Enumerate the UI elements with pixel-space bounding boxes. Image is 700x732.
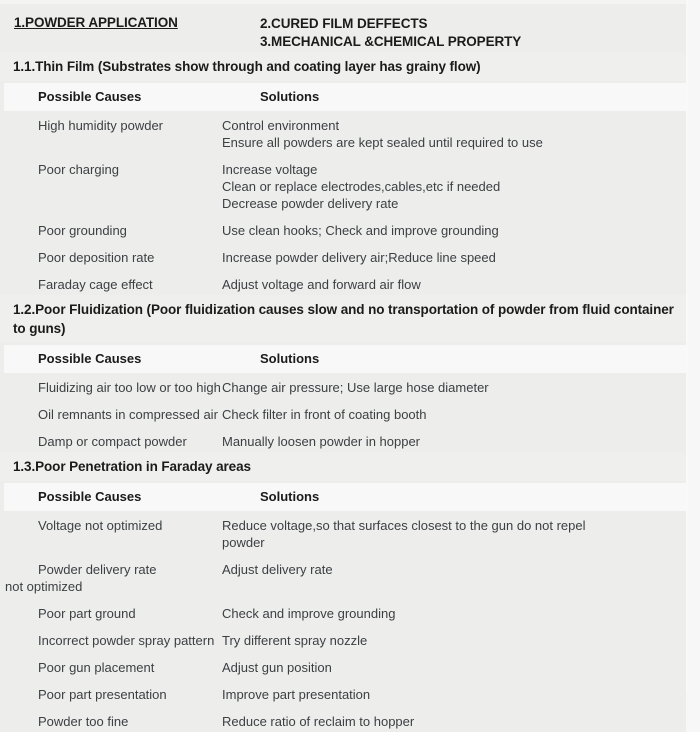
cause-cell: Incorrect powder spray pattern — [38, 633, 215, 648]
solution-line: Control environment — [222, 118, 340, 133]
table-header-row-1-2 — [4, 345, 686, 373]
right-margin-strip — [690, 0, 700, 692]
table-body-1-2 — [0, 373, 686, 452]
table-row — [0, 379, 686, 396]
table-row — [0, 561, 686, 595]
solution-line: Use clean hooks; Check and improve grounding — [222, 223, 499, 238]
table-row — [0, 117, 686, 151]
solution-line: Try different spray nozzle — [222, 633, 368, 648]
cause-cell: Poor gun placement — [38, 660, 155, 675]
table-row — [0, 161, 686, 212]
title-powder-application[interactable]: 1.POWDER APPLICATION — [14, 15, 178, 30]
table-row — [0, 686, 686, 703]
column-header-solutions: Solutions — [260, 89, 320, 104]
cause-cell: Powder too fine — [38, 714, 129, 729]
solution-line: Change air pressure; Use large hose diameter — [222, 380, 489, 395]
cause-line-2: not optimized — [5, 579, 83, 594]
solution-line: Reduce voltage,so that surfaces closest to the gun do not repel — [222, 518, 586, 533]
cause-cell: High humidity powder — [38, 118, 164, 133]
solution-cell — [222, 276, 686, 293]
solution-cell — [222, 433, 686, 450]
section-heading-1-2: 1.2.Poor Fluidization (Poor fluidization causes slow and no transportation of powder from fluid container to guns) — [0, 295, 686, 343]
cause-cell: Poor charging — [38, 162, 119, 177]
solution-line: Check and improve grounding — [222, 606, 396, 621]
solution-cell — [222, 686, 686, 703]
solution-line: Adjust voltage and forward air flow — [222, 277, 421, 292]
solution-line: Ensure all powders are kept sealed until required to use — [222, 135, 543, 150]
section-heading-1-3: 1.3.Poor Penetration in Faraday areas — [0, 452, 686, 481]
solution-cell — [222, 249, 686, 266]
solution-cell — [222, 117, 686, 151]
column-header-possible-causes: Possible Causes — [38, 351, 142, 366]
table-row — [0, 276, 686, 293]
column-header-solutions: Solutions — [260, 351, 320, 366]
table-row — [0, 632, 686, 649]
table-row — [0, 713, 686, 730]
solution-cell — [222, 379, 686, 396]
solution-cell — [222, 161, 686, 212]
solution-cell — [222, 632, 686, 649]
solution-line: Adjust gun position — [222, 660, 332, 675]
section-heading-1-1: 1.1.Thin Film (Substrates show through and coating layer has grainy flow) — [0, 52, 686, 81]
cause-cell: Oil remnants in compressed air — [38, 407, 218, 422]
table-row — [0, 222, 686, 239]
table-header-row-1-3 — [4, 483, 686, 511]
solution-line: Improve part presentation — [222, 687, 371, 702]
solution-line: Manually loosen powder in hopper — [222, 434, 421, 449]
solution-line: Clean or replace electrodes,cables,etc if needed — [222, 179, 501, 194]
solution-cell — [222, 605, 686, 622]
cause-line-1: Powder delivery rate — [38, 562, 157, 577]
title-cured-film-deffects[interactable]: 2.CURED FILM DEFFECTS — [260, 16, 428, 31]
table-row — [0, 249, 686, 266]
document-title-block — [0, 4, 686, 52]
cause-cell: Damp or compact powder — [38, 434, 187, 449]
table-header-row-1-1 — [4, 83, 686, 111]
solution-line: powder — [222, 535, 265, 550]
column-header-possible-causes: Possible Causes — [38, 489, 142, 504]
column-header-possible-causes: Possible Causes — [38, 89, 142, 104]
cause-cell: Voltage not optimized — [38, 518, 163, 533]
table-row — [0, 605, 686, 622]
table-row — [0, 517, 686, 551]
cause-cell: Faraday cage effect — [38, 277, 153, 292]
table-body-1-3 — [0, 511, 686, 732]
table-row — [0, 659, 686, 676]
cause-cell: Poor part presentation — [38, 687, 167, 702]
title-mechanical-chemical-property[interactable]: 3.MECHANICAL &CHEMICAL PROPERTY — [260, 34, 522, 49]
cause-cell: Poor part ground — [38, 606, 136, 621]
cause-cell — [0, 561, 222, 595]
cause-cell: Fluidizing air too low or too high — [38, 380, 221, 395]
title-right-group — [260, 15, 521, 51]
column-header-solutions: Solutions — [260, 489, 320, 504]
solution-cell — [222, 561, 686, 578]
solution-line: Adjust delivery rate — [222, 562, 333, 577]
table-row — [0, 433, 686, 450]
cause-cell: Poor deposition rate — [38, 250, 155, 265]
table-body-1-1 — [0, 111, 686, 295]
solution-line: Increase voltage — [222, 162, 318, 177]
solution-line: Decrease powder delivery rate — [222, 196, 399, 211]
solution-cell — [222, 713, 686, 730]
solution-cell — [222, 222, 686, 239]
solution-cell — [222, 659, 686, 676]
solution-line: Reduce ratio of reclaim to hopper — [222, 714, 415, 729]
solution-line: Check filter in front of coating booth — [222, 407, 427, 422]
table-row — [0, 406, 686, 423]
solution-line: Increase powder delivery air;Reduce line speed — [222, 250, 496, 265]
cause-cell: Poor grounding — [38, 223, 127, 238]
solution-cell — [222, 406, 686, 423]
solution-cell — [222, 517, 686, 551]
